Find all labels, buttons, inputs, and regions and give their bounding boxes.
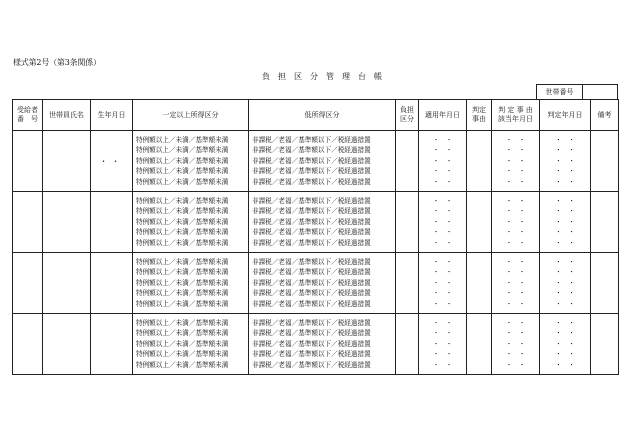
judged-date-cell-line: ・ ・ [555, 268, 575, 277]
judged-date-cell-line: ・ ・ [555, 278, 575, 287]
ledger-row [13, 314, 619, 375]
judged-date-cell-line: ・ ・ [555, 289, 575, 298]
reason-date-cell-line: ・ ・ [505, 268, 526, 277]
burden-category-cell[interactable] [396, 314, 419, 375]
reason-date-cell-line: ・ ・ [505, 177, 526, 186]
applied-date-cell[interactable] [419, 192, 467, 253]
header-row [13, 100, 619, 131]
judged-date-cell-line: ・ ・ [555, 329, 575, 338]
applied-date-cell-line: ・ ・ [432, 257, 453, 266]
high-income-cell-option: 特例額以上／未満／基準額未満 [136, 167, 229, 176]
high-income-cell[interactable] [133, 314, 249, 375]
header-judgment-reason: 判定 事由 [467, 100, 492, 131]
low-income-cell-option: 非課税／老福／基準額以下／税経過措置 [252, 177, 371, 186]
judged-date-cell-line: ・ ・ [555, 167, 575, 176]
applied-date-cell[interactable] [419, 314, 467, 375]
high-income-cell-option: 特例額以上／未満／基準額未満 [136, 177, 229, 186]
recipient-no-cell[interactable] [13, 131, 43, 192]
remarks-cell[interactable] [591, 314, 619, 375]
document-title: 負担区分管理台帳 [262, 72, 390, 81]
header-low-income: 低所得区分 [249, 100, 396, 131]
applied-date-cell[interactable] [419, 131, 467, 192]
birth-date-cell[interactable] [91, 192, 133, 253]
high-income-cell-option: 特例額以上／未満／基準額未満 [136, 196, 229, 205]
judged-date-cell-line: ・ ・ [555, 339, 575, 348]
judged-date-cell-line: ・ ・ [555, 318, 575, 327]
household-number-label: 世帯番号 [537, 85, 583, 99]
high-income-cell[interactable] [133, 131, 249, 192]
recipient-no-cell[interactable] [13, 253, 43, 314]
header-burden-category: 負担 区分 [396, 100, 419, 131]
reason-date-cell-line: ・ ・ [505, 257, 526, 266]
applied-date-cell-line: ・ ・ [432, 339, 453, 348]
household-number-box [536, 84, 618, 100]
header-member-name: 世帯員氏名 [43, 100, 91, 131]
low-income-cell-option: 非課税／老福／基準額以下／税経過措置 [252, 167, 371, 176]
high-income-cell-option: 特例額以上／未満／基準額未満 [136, 217, 229, 226]
reason-date-cell[interactable] [492, 192, 540, 253]
low-income-cell-option: 非課税／老福／基準額以下／税経過措置 [252, 217, 371, 226]
judged-date-cell-line: ・ ・ [555, 196, 575, 205]
high-income-cell[interactable] [133, 253, 249, 314]
low-income-cell-option: 非課税／老福／基準額以下／税経過措置 [252, 339, 371, 348]
judgment-reason-cell[interactable] [467, 131, 492, 192]
reason-date-cell-line: ・ ・ [505, 329, 526, 338]
remarks-cell[interactable] [591, 192, 619, 253]
reason-date-cell-line: ・ ・ [505, 360, 526, 369]
applied-date-cell-line: ・ ・ [432, 167, 453, 176]
high-income-cell-option: 特例額以上／未満／基準額未満 [136, 299, 229, 308]
burden-category-cell[interactable] [396, 253, 419, 314]
judged-date-cell[interactable] [540, 131, 591, 192]
reason-date-cell-line: ・ ・ [505, 146, 526, 155]
low-income-cell-option: 非課税／老福／基準額以下／税経過措置 [252, 257, 371, 266]
judged-date-cell-line: ・ ・ [555, 350, 575, 359]
low-income-cell[interactable] [249, 314, 396, 375]
reason-date-cell-line: ・ ・ [505, 299, 526, 308]
reason-date-cell-line: ・ ・ [505, 207, 526, 216]
judged-date-cell-line: ・ ・ [555, 299, 575, 308]
high-income-cell-option: 特例額以上／未満／基準額未満 [136, 207, 229, 216]
reason-date-cell-line: ・ ・ [505, 238, 526, 247]
judged-date-cell-line: ・ ・ [555, 217, 575, 226]
judged-date-cell-line: ・ ・ [555, 146, 575, 155]
applied-date-cell-line: ・ ・ [432, 360, 453, 369]
reason-date-cell-line: ・ ・ [505, 217, 526, 226]
reason-date-cell-line: ・ ・ [505, 196, 526, 205]
header-remarks: 備考 [591, 100, 619, 131]
applied-date-cell-line: ・ ・ [432, 350, 453, 359]
high-income-cell-option: 特例額以上／未満／基準額未満 [136, 360, 229, 369]
low-income-cell-option: 非課税／老福／基準額以下／税経過措置 [252, 360, 371, 369]
burden-category-cell[interactable] [396, 131, 419, 192]
ledger-row [13, 253, 619, 314]
birth-date-cell[interactable] [91, 253, 133, 314]
high-income-cell-option: 特例額以上／未満／基準額未満 [136, 329, 229, 338]
applied-date-cell-line: ・ ・ [432, 318, 453, 327]
high-income-cell-option: 特例額以上／未満／基準額未満 [136, 318, 229, 327]
reason-date-cell-line: ・ ・ [505, 156, 526, 165]
judged-date-cell-line: ・ ・ [555, 156, 575, 165]
high-income-cell-option: 特例額以上／未満／基準額未満 [136, 278, 229, 287]
low-income-cell-option: 非課税／老福／基準額以下／税経過措置 [252, 228, 371, 237]
low-income-cell[interactable] [249, 192, 396, 253]
header-applied-date: 適用年月日 [419, 100, 467, 131]
birth-date-cell[interactable] [91, 314, 133, 375]
remarks-cell[interactable] [591, 131, 619, 192]
judged-date-cell-line: ・ ・ [555, 207, 575, 216]
low-income-cell[interactable] [249, 131, 396, 192]
header-judged-date: 判定年月日 [540, 100, 591, 131]
judged-date-cell-line: ・ ・ [555, 360, 575, 369]
high-income-cell-option: 特例額以上／未満／基準額未満 [136, 350, 229, 359]
high-income-cell-option: 特例額以上／未満／基準額未満 [136, 257, 229, 266]
reason-date-cell-line: ・ ・ [505, 289, 526, 298]
applied-date-cell-line: ・ ・ [432, 196, 453, 205]
low-income-cell[interactable] [249, 253, 396, 314]
ledger-row [13, 131, 619, 192]
applied-date-cell-line: ・ ・ [432, 278, 453, 287]
low-income-cell-option: 非課税／老福／基準額以下／税経過措置 [252, 156, 371, 165]
judged-date-cell-line: ・ ・ [555, 238, 575, 247]
header-high-income: 一定以上所得区分 [133, 100, 249, 131]
low-income-cell-option: 非課税／老福／基準額以下／税経過措置 [252, 268, 371, 277]
reason-date-cell[interactable] [492, 314, 540, 375]
applied-date-cell-line: ・ ・ [432, 238, 453, 247]
low-income-cell-option: 非課税／老福／基準額以下／税経過措置 [252, 350, 371, 359]
applied-date-cell-line: ・ ・ [432, 299, 453, 308]
high-income-cell-option: 特例額以上／未満／基準額未満 [136, 146, 229, 155]
low-income-cell-option: 非課税／老福／基準額以下／税経過措置 [252, 207, 371, 216]
member-name-cell[interactable] [43, 314, 91, 375]
recipient-no-cell[interactable] [13, 192, 43, 253]
header-recipient-no: 受給者 番 号 [13, 100, 43, 131]
reason-date-cell-line: ・ ・ [505, 167, 526, 176]
low-income-cell-option: 非課税／老福／基準額以下／税経過措置 [252, 146, 371, 155]
judged-date-cell-line: ・ ・ [555, 228, 575, 237]
reason-date-cell[interactable] [492, 131, 540, 192]
applied-date-cell-line: ・ ・ [432, 228, 453, 237]
recipient-no-cell[interactable] [13, 314, 43, 375]
applied-date-cell-line: ・ ・ [432, 177, 453, 186]
applied-date-cell-line: ・ ・ [432, 329, 453, 338]
low-income-cell-option: 非課税／老福／基準額以下／税経過措置 [252, 318, 371, 327]
member-name-cell[interactable] [43, 131, 91, 192]
member-name-cell[interactable] [43, 192, 91, 253]
high-income-cell[interactable] [133, 192, 249, 253]
applied-date-cell-line: ・ ・ [432, 135, 453, 144]
form-number-label: 様式第2号（第3条関係） [13, 58, 101, 67]
low-income-cell-option: 非課税／老福／基準額以下／税経過措置 [252, 289, 371, 298]
judged-date-cell-line: ・ ・ [555, 257, 575, 266]
judged-date-cell[interactable] [540, 314, 591, 375]
low-income-cell-option: 非課税／老福／基準額以下／税経過措置 [252, 196, 371, 205]
applied-date-cell-line: ・ ・ [432, 207, 453, 216]
reason-date-cell-line: ・ ・ [505, 135, 526, 144]
high-income-cell-option: 特例額以上／未満／基準額未満 [136, 135, 229, 144]
reason-date-cell[interactable] [492, 253, 540, 314]
judgment-reason-cell[interactable] [467, 192, 492, 253]
low-income-cell-option: 非課税／老福／基準額以下／税経過措置 [252, 329, 371, 338]
high-income-cell-option: 特例額以上／未満／基準額未満 [136, 268, 229, 277]
header-reason-date: 判 定 事 由 該当年月日 [492, 100, 540, 131]
burden-ledger-table [12, 99, 619, 375]
judgment-reason-cell[interactable] [467, 253, 492, 314]
applied-date-cell-line: ・ ・ [432, 217, 453, 226]
low-income-cell-option: 非課税／老福／基準額以下／税経過措置 [252, 278, 371, 287]
high-income-cell-option: 特例額以上／未満／基準額未満 [136, 228, 229, 237]
ledger-row [13, 192, 619, 253]
judged-date-cell[interactable] [540, 253, 591, 314]
reason-date-cell-line: ・ ・ [505, 339, 526, 348]
low-income-cell-option: 非課税／老福／基準額以下／税経過措置 [252, 135, 371, 144]
judged-date-cell-line: ・ ・ [555, 135, 575, 144]
applied-date-cell-line: ・ ・ [432, 268, 453, 277]
header-birth-date: 生年月日 [91, 100, 133, 131]
judged-date-cell-line: ・ ・ [555, 177, 575, 186]
judged-date-cell[interactable] [540, 192, 591, 253]
applied-date-cell-line: ・ ・ [432, 289, 453, 298]
reason-date-cell-line: ・ ・ [505, 318, 526, 327]
applied-date-cell-line: ・ ・ [432, 156, 453, 165]
applied-date-cell[interactable] [419, 253, 467, 314]
low-income-cell-option: 非課税／老福／基準額以下／税経過措置 [252, 299, 371, 308]
reason-date-cell-line: ・ ・ [505, 228, 526, 237]
high-income-cell-option: 特例額以上／未満／基準額未満 [136, 238, 229, 247]
applied-date-cell-line: ・ ・ [432, 146, 453, 155]
birth-date-cell[interactable]: ・・ [91, 131, 133, 192]
reason-date-cell-line: ・ ・ [505, 350, 526, 359]
high-income-cell-option: 特例額以上／未満／基準額未満 [136, 339, 229, 348]
burden-category-cell[interactable] [396, 192, 419, 253]
high-income-cell-option: 特例額以上／未満／基準額未満 [136, 156, 229, 165]
low-income-cell-option: 非課税／老福／基準額以下／税経過措置 [252, 238, 371, 247]
reason-date-cell-line: ・ ・ [505, 278, 526, 287]
judgment-reason-cell[interactable] [467, 314, 492, 375]
high-income-cell-option: 特例額以上／未満／基準額未満 [136, 289, 229, 298]
member-name-cell[interactable] [43, 253, 91, 314]
remarks-cell[interactable] [591, 253, 619, 314]
